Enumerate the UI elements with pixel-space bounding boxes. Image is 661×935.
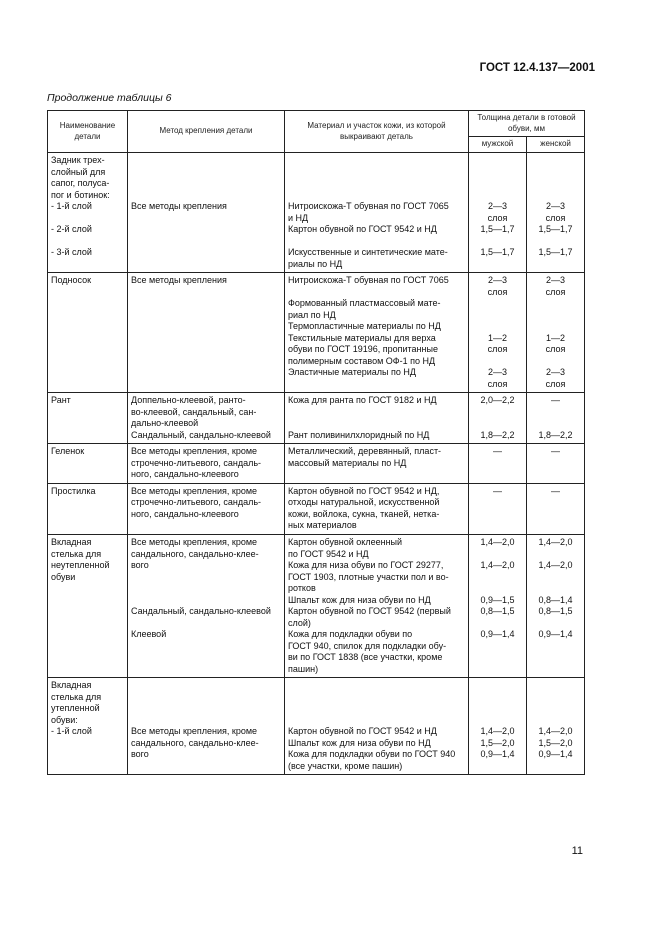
cell-line: обуви xyxy=(51,571,76,582)
cell-thickness-male xyxy=(469,444,527,484)
cell-line xyxy=(288,692,465,704)
cell-line: 2—3 xyxy=(546,201,566,212)
cell-line xyxy=(530,321,581,333)
cell-line: 1,4—2,0 xyxy=(480,536,515,547)
cell-line: — xyxy=(493,485,502,496)
table-row xyxy=(48,153,585,273)
cell-line: 1,4—2,0 xyxy=(538,536,573,547)
table-caption: Продолжение таблицы 6 xyxy=(47,92,172,104)
cell-line xyxy=(472,692,523,704)
cell-line: Клеевой xyxy=(131,629,167,640)
cell-line: Кожа для подкладки обуви по ГОСТ 940 xyxy=(288,749,456,760)
cell-line: слой) xyxy=(288,617,311,628)
cell-line: 0,9—1,4 xyxy=(480,629,515,640)
cell-material xyxy=(285,483,469,534)
cell-line xyxy=(472,155,523,167)
cell-material xyxy=(285,534,469,677)
cell-line xyxy=(472,703,523,715)
cell-line xyxy=(288,407,465,419)
cell-part-name xyxy=(48,483,128,534)
cell-line xyxy=(51,213,124,225)
document-number: ГОСТ 12.4.137—2001 xyxy=(479,62,595,74)
cell-line xyxy=(131,680,281,692)
cell-material xyxy=(285,678,469,775)
cell-line xyxy=(472,190,523,202)
cell-line: Все методы крепления xyxy=(131,275,227,286)
cell-line xyxy=(131,618,281,630)
cell-line xyxy=(530,703,581,715)
cell-thickness-male xyxy=(469,678,527,775)
cell-line: 1—2 xyxy=(546,332,566,343)
cell-line: Вкладная xyxy=(51,536,92,547)
cell-line: Все методы крепления, кроме xyxy=(131,726,258,737)
cell-line: неутепленной xyxy=(51,560,110,571)
table-row xyxy=(48,444,585,484)
cell-line: Кожа для подкладки обуви по xyxy=(288,629,413,640)
cell-line xyxy=(530,155,581,167)
cell-thickness-female xyxy=(527,273,585,393)
cell-line: 0,8—1,5 xyxy=(480,606,515,617)
cell-line: обуви: xyxy=(51,714,78,725)
cell-line: Все методы крепления, кроме xyxy=(131,536,258,547)
cell-line xyxy=(131,583,281,595)
cell-line: 1,4—2,0 xyxy=(538,560,573,571)
cell-line xyxy=(472,310,523,322)
cell-line: ГОСТ 940, спилок для подкладки обу- xyxy=(288,640,447,651)
cell-line: Картон обувной оклеенный xyxy=(288,536,403,547)
cell-line xyxy=(472,715,523,727)
cell-line: стелька для xyxy=(51,548,102,559)
cell-line: Картон обувной по ГОСТ 9542 (первый xyxy=(288,606,451,617)
cell-line: строчечно-литьевого, сандаль- xyxy=(131,497,262,508)
cell-thickness-female xyxy=(527,483,585,534)
cell-line xyxy=(530,190,581,202)
cell-material xyxy=(285,444,469,484)
cell-line: 1,5—1,7 xyxy=(480,224,515,235)
cell-line xyxy=(530,236,581,248)
cell-thickness-male xyxy=(469,393,527,444)
cell-line: Картон обувной по ГОСТ 9542 и НД xyxy=(288,224,437,235)
cell-line: слоя xyxy=(545,212,566,223)
cell-line: Нитроискожа-Т обувная по ГОСТ 7065 xyxy=(288,275,449,286)
cell-line xyxy=(131,692,281,704)
header-fastening-method: Метод крепления детали xyxy=(128,111,285,153)
cell-line: утепленной xyxy=(51,703,100,714)
cell-line xyxy=(288,190,465,202)
cell-line xyxy=(472,418,523,430)
cell-line: — xyxy=(493,446,502,457)
cell-fastening-method xyxy=(128,273,285,393)
cell-line xyxy=(530,178,581,190)
cell-line xyxy=(288,287,465,299)
cell-line xyxy=(530,583,581,595)
cell-line xyxy=(131,715,281,727)
cell-line: 0,9—1,4 xyxy=(480,749,515,760)
cell-line: Термопластичные материалы по НД xyxy=(288,321,441,332)
cell-material xyxy=(285,153,469,273)
cell-line: Сандальный, сандально-клеевой xyxy=(131,429,271,440)
cell-line: во-клеевой, сандальный, сан- xyxy=(131,406,257,417)
cell-line xyxy=(530,356,581,368)
cell-line xyxy=(288,167,465,179)
cell-line: Геленок xyxy=(51,446,85,457)
cell-part-name xyxy=(48,393,128,444)
cell-line: Искусственные и синтетические мате- xyxy=(288,247,448,258)
header-part-name: Наименование детали xyxy=(48,111,128,153)
cell-part-name xyxy=(48,678,128,775)
cell-line: Металлический, деревянный, пласт- xyxy=(288,446,442,457)
cell-line: вого xyxy=(131,749,149,760)
cell-part-name xyxy=(48,273,128,393)
cell-line: 2—3 xyxy=(487,367,507,378)
cell-line: Кожа для низа обуви по ГОСТ 29277, xyxy=(288,560,444,571)
cell-line: Сандальный, сандально-клеевой xyxy=(131,606,271,617)
cell-line xyxy=(530,167,581,179)
cell-line xyxy=(472,618,523,630)
cell-line xyxy=(472,572,523,584)
cell-line: Картон обувной по ГОСТ 9542 и НД xyxy=(288,726,437,737)
cell-line: 2—3 xyxy=(487,275,507,286)
cell-line: 2,0—2,2 xyxy=(480,395,515,406)
cell-line: и НД xyxy=(288,212,309,223)
cell-line: ГОСТ 1903, плотные участки пол и во- xyxy=(288,571,449,582)
materials-table xyxy=(47,110,585,775)
cell-line xyxy=(288,418,465,430)
cell-line: отходы натуральной, искусственной xyxy=(288,497,440,508)
cell-line: 1,5—1,7 xyxy=(538,247,573,258)
cell-line xyxy=(131,178,281,190)
cell-line: 1,4—2,0 xyxy=(480,560,515,571)
cell-line xyxy=(472,680,523,692)
cell-thickness-female xyxy=(527,393,585,444)
cell-line: дально-клеевой xyxy=(131,418,199,429)
cell-line: слоя xyxy=(545,286,566,297)
cell-line: слоя xyxy=(545,344,566,355)
cell-line xyxy=(51,236,124,248)
cell-line xyxy=(472,298,523,310)
cell-line: — xyxy=(551,485,560,496)
cell-line xyxy=(472,236,523,248)
cell-line: 1,5—1,7 xyxy=(480,247,515,258)
cell-line xyxy=(288,178,465,190)
cell-line: Доппельно-клеевой, ранто- xyxy=(131,395,246,406)
header-male: мужской xyxy=(469,137,527,153)
cell-line: Шпальт кож для низа обуви по НД xyxy=(288,737,431,748)
cell-line: 1,4—2,0 xyxy=(538,726,573,737)
cell-line: - 1-й слой xyxy=(51,726,92,737)
cell-line xyxy=(288,715,465,727)
cell-fastening-method xyxy=(128,393,285,444)
cell-line: — xyxy=(551,395,560,406)
cell-line: 2—3 xyxy=(546,275,566,286)
cell-line: - 2-й слой xyxy=(51,224,92,235)
cell-line: Текстильные материалы для верха xyxy=(288,332,436,343)
cell-line: - 1-й слой xyxy=(51,201,92,212)
cell-line: ных материалов xyxy=(288,520,357,531)
page-number: 11 xyxy=(571,845,583,857)
cell-line: 1,5—2,0 xyxy=(538,737,573,748)
cell-thickness-male xyxy=(469,534,527,677)
cell-line xyxy=(472,407,523,419)
cell-line: Рант xyxy=(51,395,71,406)
cell-line: сандального, сандально-клее- xyxy=(131,737,259,748)
cell-line: ного, сандально-клеевого xyxy=(131,508,239,519)
cell-fastening-method xyxy=(128,534,285,677)
cell-line: слоя xyxy=(487,212,508,223)
header-thickness: Толщина детали в готовой обуви, мм xyxy=(469,111,585,137)
cell-thickness-female xyxy=(527,678,585,775)
cell-line: массовый материалы по НД xyxy=(288,457,407,468)
cell-line: по ГОСТ 9542 и НД xyxy=(288,548,369,559)
table-row xyxy=(48,678,585,775)
cell-line xyxy=(472,321,523,333)
cell-line: ротков xyxy=(288,583,316,594)
cell-part-name xyxy=(48,534,128,677)
cell-fastening-method xyxy=(128,678,285,775)
cell-line: Задник трех- xyxy=(51,155,105,165)
cell-line: слойный для xyxy=(51,166,106,177)
cell-line xyxy=(131,572,281,584)
cell-line: 0,8—1,4 xyxy=(538,594,573,605)
cell-line xyxy=(530,418,581,430)
table-row xyxy=(48,534,585,677)
cell-line: Все методы крепления xyxy=(131,201,227,212)
cell-thickness-female xyxy=(527,534,585,677)
cell-line xyxy=(472,549,523,561)
cell-line xyxy=(472,356,523,368)
cell-line xyxy=(530,407,581,419)
table-row xyxy=(48,483,585,534)
cell-line: 1,5—1,7 xyxy=(538,224,573,235)
cell-line: 1,8—2,2 xyxy=(480,429,515,440)
cell-line xyxy=(131,155,281,167)
cell-line: Все методы крепления, кроме xyxy=(131,446,258,457)
cell-line xyxy=(530,715,581,727)
cell-line: пог и ботинок: xyxy=(51,189,110,200)
cell-line: Формованный пластмассовый мате- xyxy=(288,298,441,309)
cell-line: 0,9—1,4 xyxy=(538,749,573,760)
cell-line: Кожа для ранта по ГОСТ 9182 и НД xyxy=(288,395,437,406)
cell-thickness-male xyxy=(469,153,527,273)
cell-line: - 3-й слой xyxy=(51,247,92,258)
cell-line xyxy=(288,236,465,248)
cell-line: 0,9—1,4 xyxy=(538,629,573,640)
header-material: Материал и участок кожи, из которой выкраивают деталь xyxy=(285,111,469,153)
cell-line: полимерным составом ОФ-1 по НД xyxy=(288,355,436,366)
cell-line xyxy=(530,572,581,584)
cell-line: Эластичные материалы по НД xyxy=(288,367,416,378)
cell-line: 2—3 xyxy=(546,367,566,378)
cell-thickness-male xyxy=(469,273,527,393)
cell-line: стелька для xyxy=(51,691,102,702)
cell-line xyxy=(288,155,465,167)
cell-line: риалы по НД xyxy=(288,258,343,269)
cell-line xyxy=(131,595,281,607)
cell-line: (все участки, кроме пашин) xyxy=(288,760,403,771)
cell-line: Простилка xyxy=(51,485,96,496)
cell-line xyxy=(131,190,281,202)
table-row xyxy=(48,273,585,393)
cell-thickness-female xyxy=(527,444,585,484)
cell-line: обуви по ГОСТ 19196, пропитанные xyxy=(288,344,438,355)
cell-line xyxy=(530,310,581,322)
cell-line xyxy=(530,618,581,630)
cell-line: кожи, войлока, сукна, тканей, нетка- xyxy=(288,508,440,519)
cell-line: 0,9—1,5 xyxy=(480,594,515,605)
cell-line xyxy=(530,692,581,704)
cell-line: слоя xyxy=(487,378,508,389)
cell-line: ви по ГОСТ 1838 (все участки, кроме xyxy=(288,652,443,663)
table-row xyxy=(48,393,585,444)
cell-line: Шпальт кож для низа обуви по НД xyxy=(288,594,431,605)
cell-line: 1—2 xyxy=(487,332,507,343)
cell-line: слоя xyxy=(487,344,508,355)
cell-line: Все методы крепления, кроме xyxy=(131,485,258,496)
cell-line xyxy=(472,178,523,190)
cell-line: Рант поливинилхлоридный по НД xyxy=(288,429,430,440)
cell-line: Нитроискожа-Т обувная по ГОСТ 7065 xyxy=(288,201,449,212)
cell-line: — xyxy=(551,446,560,457)
cell-line: строчечно-литьевого, сандаль- xyxy=(131,457,262,468)
cell-line xyxy=(131,167,281,179)
cell-line xyxy=(530,680,581,692)
cell-line: слоя xyxy=(545,378,566,389)
cell-line: Картон обувной по ГОСТ 9542 и НД, xyxy=(288,485,440,496)
cell-line: сапог, полуса- xyxy=(51,178,110,189)
cell-line: риал по НД xyxy=(288,309,336,320)
cell-line: 1,8—2,2 xyxy=(538,429,573,440)
cell-line: пашин) xyxy=(288,663,319,674)
cell-fastening-method xyxy=(128,483,285,534)
cell-material xyxy=(285,273,469,393)
cell-line xyxy=(288,703,465,715)
cell-line: 1,5—2,0 xyxy=(480,737,515,748)
cell-material xyxy=(285,393,469,444)
cell-line: 1,4—2,0 xyxy=(480,726,515,737)
cell-line: сандального, сандально-клее- xyxy=(131,548,259,559)
cell-line: 2—3 xyxy=(487,201,507,212)
cell-line: вого xyxy=(131,560,149,571)
cell-line xyxy=(288,680,465,692)
header-female: женской xyxy=(527,137,585,153)
cell-thickness-male xyxy=(469,483,527,534)
cell-line xyxy=(472,167,523,179)
cell-fastening-method xyxy=(128,153,285,273)
cell-line xyxy=(530,298,581,310)
cell-fastening-method xyxy=(128,444,285,484)
cell-line xyxy=(131,703,281,715)
cell-line: слоя xyxy=(487,286,508,297)
cell-line: Вкладная xyxy=(51,680,92,691)
cell-line: ного, сандально-клеевого xyxy=(131,469,239,480)
cell-part-name xyxy=(48,444,128,484)
cell-line: Подносок xyxy=(51,275,92,286)
cell-line xyxy=(472,583,523,595)
cell-line: 0,8—1,5 xyxy=(538,606,573,617)
cell-part-name xyxy=(48,153,128,273)
cell-thickness-female xyxy=(527,153,585,273)
cell-line xyxy=(530,549,581,561)
